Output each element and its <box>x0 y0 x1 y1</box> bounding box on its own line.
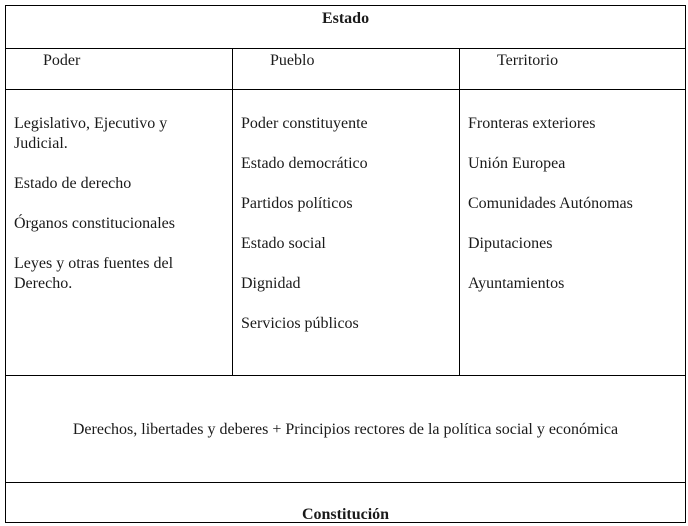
divider-line <box>6 89 685 90</box>
diagram-table <box>5 5 686 523</box>
column-divider <box>459 48 460 375</box>
column-heading-poder: Poder <box>43 52 81 69</box>
list-item: Ayuntamientos <box>468 275 565 292</box>
column-body-pueblo <box>241 114 451 354</box>
list-item: Órganos constitucionales <box>14 215 176 232</box>
divider-line <box>6 375 685 376</box>
column-heading-territorio: Territorio <box>497 52 559 69</box>
list-item: Legislativo, Ejecutivo y Judicial. <box>14 115 168 152</box>
list-item: Estado de derecho <box>14 175 132 192</box>
column-body-poder <box>14 114 224 314</box>
column-heading-pueblo: Pueblo <box>270 52 315 69</box>
divider-line <box>6 48 685 49</box>
list-item: Dignidad <box>241 275 301 292</box>
list-item: Partidos políticos <box>241 195 353 212</box>
list-item: Estado democrático <box>241 155 368 172</box>
list-item: Servicios públicos <box>241 315 359 332</box>
column-body-territorio <box>468 114 678 314</box>
list-item: Unión Europea <box>468 155 566 172</box>
list-item: Fronteras exteriores <box>468 115 596 132</box>
rights-text: Derechos, libertades y deberes + Principios rectores de la política social y económica <box>72 421 619 438</box>
column-divider <box>232 48 233 375</box>
divider-line <box>6 482 685 483</box>
list-item: Leyes y otras fuentes del Derecho. <box>14 255 174 292</box>
constitucion-title: Constitución <box>301 506 390 523</box>
list-item: Comunidades Autónomas <box>468 195 633 212</box>
estado-title: Estado <box>321 10 370 27</box>
list-item: Diputaciones <box>468 235 553 252</box>
list-item: Poder constituyente <box>241 115 368 132</box>
list-item: Estado social <box>241 235 326 252</box>
